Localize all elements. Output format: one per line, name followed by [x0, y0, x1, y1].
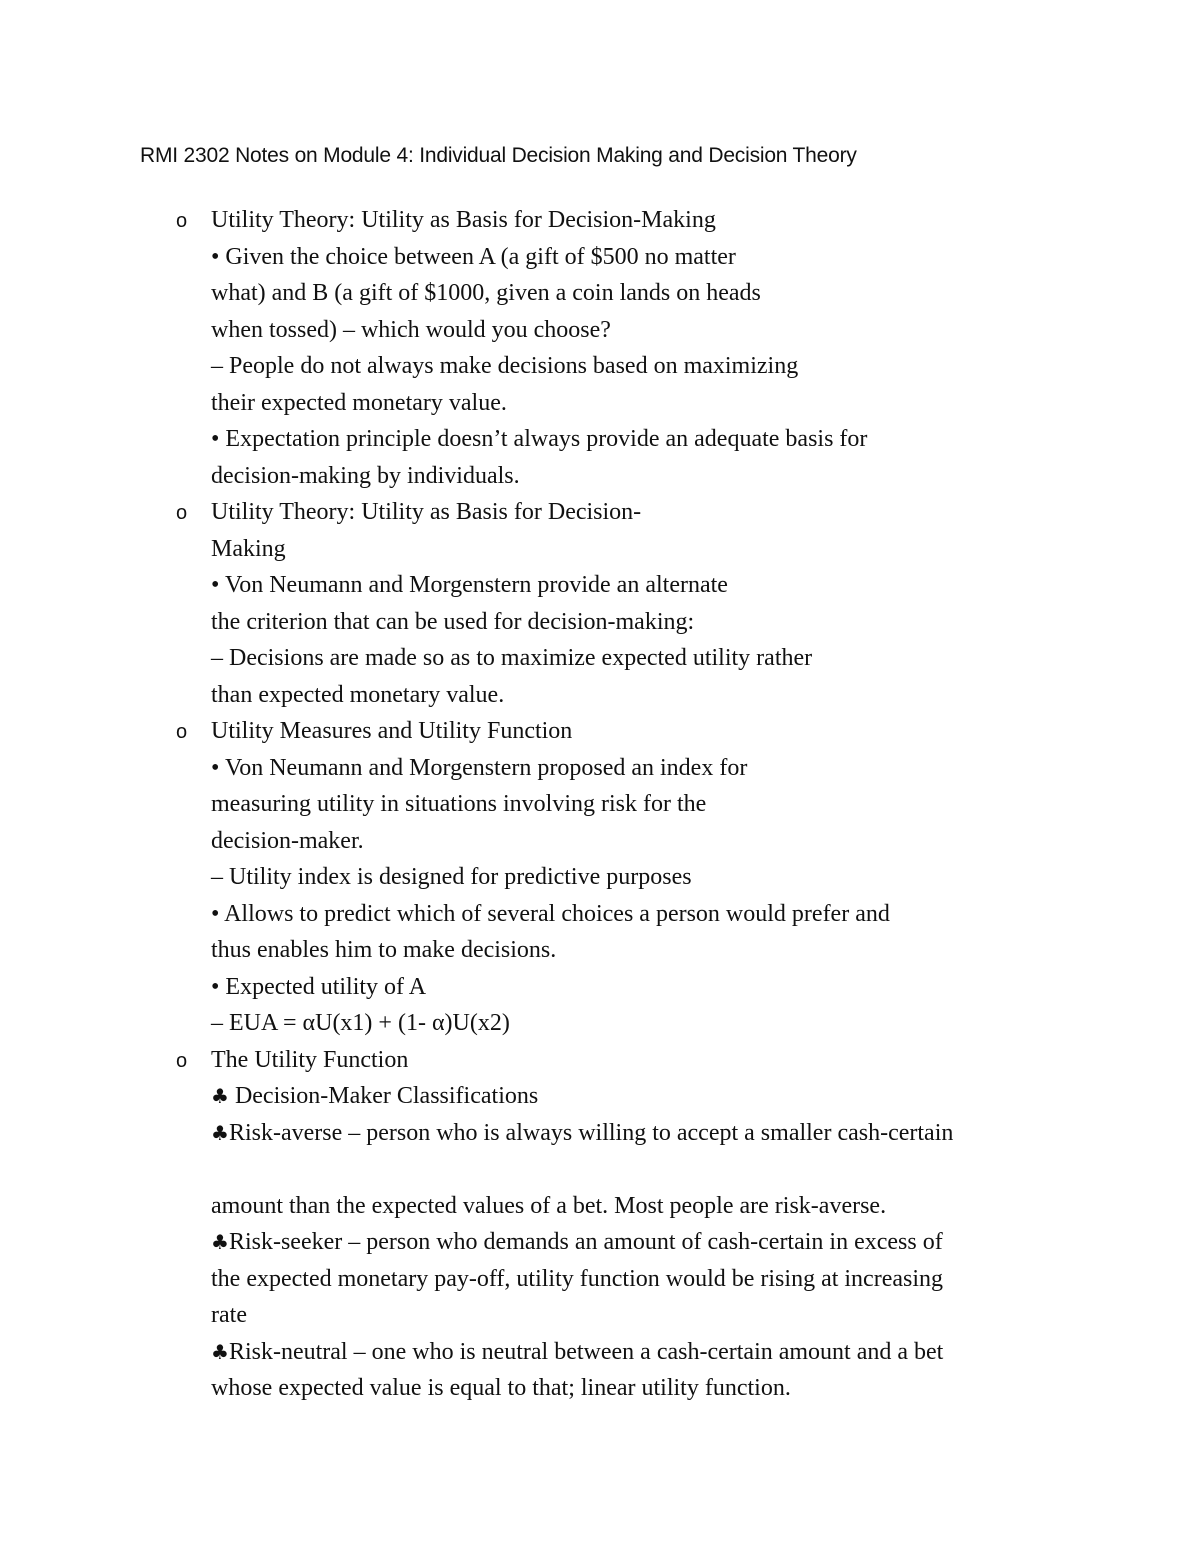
club-icon: ♣ — [211, 1339, 229, 1364]
list-item: • Allows to predict which of several choices a person would prefer and — [211, 900, 890, 927]
club-icon: ♣ — [211, 1230, 229, 1254]
outline-bullet: o — [176, 210, 188, 232]
classification-heading-text: Decision-Maker Classifications — [228, 1083, 539, 1109]
outline-bullet: o — [176, 502, 188, 524]
list-item: – Decisions are made so as to maximize expected utility rather — [211, 645, 813, 671]
section-heading-text: The Utility Function — [211, 1046, 409, 1073]
risk-seeker-text: Risk-seeker – person who demands an amount of cash-certain in excess of — [228, 1229, 943, 1255]
list-item: the expected monetary pay-off, utility function would be rising at increasing — [211, 1265, 944, 1292]
list-item: whose expected value is equal to that; linear utility function. — [211, 1375, 791, 1401]
risk-averse-text: Risk-averse – person who is always willing to accept a smaller cash-certain — [228, 1119, 954, 1146]
list-item: • Von Neumann and Morgenstern provide an alternate — [211, 572, 728, 598]
list-item: • Von Neumann and Morgenstern proposed an index for — [211, 754, 748, 781]
list-item: • Expected utility of A — [211, 973, 427, 1000]
club-icon: ♣ — [211, 1120, 229, 1145]
list-item: rate — [211, 1302, 247, 1328]
section-heading-utility-theory-2 — [0, 494, 1200, 531]
club-icon: ♣ — [211, 1084, 229, 1108]
blank-line — [0, 1151, 1200, 1188]
outline-bullet: o — [176, 721, 188, 743]
risk-seeker-item — [0, 1224, 1200, 1261]
list-item: – Utility index is designed for predictive purposes — [211, 864, 692, 890]
page-title: RMI 2302 Notes on Module 4: Individual Decision Making and Decision Theory — [140, 144, 857, 167]
list-item: than expected monetary value. — [211, 681, 505, 708]
list-item: amount than the expected values of a bet. Most people are risk-averse. — [211, 1192, 887, 1219]
list-item: when tossed) – which would you choose? — [211, 316, 611, 343]
classification-heading — [0, 1078, 1200, 1115]
list-item: • Given the choice between A (a gift of $500 no matter — [211, 243, 736, 270]
list-item: their expected monetary value. — [211, 389, 507, 416]
formula-line: – EUA = αU(x1) + (1- α)U(x2) — [211, 1010, 510, 1036]
risk-neutral-text: Risk-neutral – one who is neutral between a cash-certain amount and a bet — [228, 1338, 944, 1365]
list-item: decision-making by individuals. — [211, 462, 520, 489]
section-heading-text: Utility Theory: Utility as Basis for Decision- — [211, 499, 642, 525]
section-heading-utility-measures — [0, 713, 1200, 750]
section-heading-utility-theory — [0, 202, 1200, 239]
section-heading-text: Utility Measures and Utility Function — [211, 718, 573, 744]
list-item: thus enables him to make decisions. — [211, 937, 557, 963]
list-item: the criterion that can be used for decision-making: — [211, 608, 695, 635]
risk-neutral-item — [0, 1334, 1200, 1371]
list-item: what) and B (a gift of $1000, given a coin lands on heads — [211, 280, 761, 306]
notes-body — [0, 202, 1200, 1407]
list-item: measuring utility in situations involving risk for the — [211, 791, 707, 817]
section-heading-text: Utility Theory: Utility as Basis for Decision-Making — [211, 207, 716, 233]
section-heading-utility-function — [0, 1042, 1200, 1079]
list-item: – People do not always make decisions based on maximizing — [211, 353, 799, 379]
risk-averse-item — [0, 1115, 1200, 1152]
list-item: Making — [211, 535, 286, 562]
list-item: decision-maker. — [211, 827, 364, 854]
list-item: • Expectation principle doesn’t always provide an adequate basis for — [211, 426, 868, 452]
outline-bullet: o — [176, 1049, 188, 1072]
